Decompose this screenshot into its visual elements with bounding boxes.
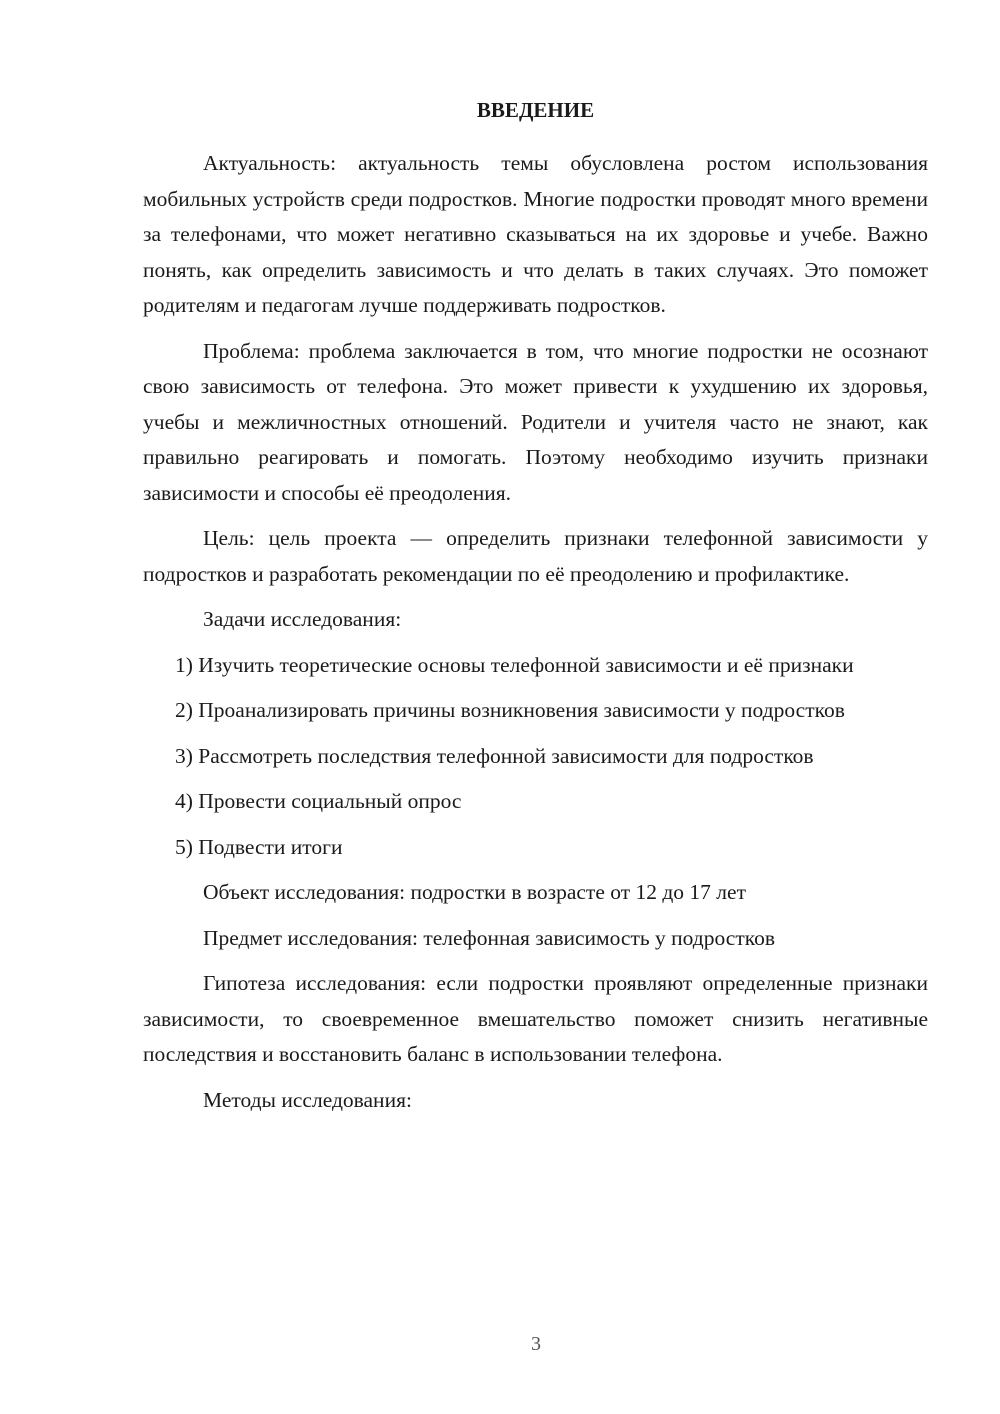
research-object: Объект исследования: подростки в возрасте от 12 до 17 лет — [203, 880, 746, 904]
paragraph-relevance: Актуальность: актуальность темы обусловлена ростом использования мобильных устройств среди подростков. Многие подростки проводят много времени за телефонами, что может негативно сказываться на их здоровье и учебе. Важно понять, как определить зависимость и что делать в таких случаях. Это поможет родителям и педагогам лучше поддерживать подростков. — [143, 151, 928, 317]
tasks-heading: Задачи исследования: — [203, 607, 402, 631]
research-subject: Предмет исследования: телефонная зависимость у подростков — [203, 925, 775, 950]
list-item-task-2: 2) Проанализировать причины возникновения зависимости у подростков — [175, 698, 845, 722]
list-item-task-5: 5) Подвести итоги — [175, 834, 343, 859]
research-hypothesis: Гипотеза исследования: если подростки проявляют определенные признаки зависимости, то своевременное вмешательство поможет снизить негативные последствия и восстановить баланс в использовании телефона. — [143, 971, 928, 1066]
methods-heading: Методы исследования: — [203, 1087, 412, 1112]
section-title: ВВЕДЕНИЕ — [476, 98, 595, 122]
document-page — [143, 96, 928, 1128]
paragraph-goal: Цель: цель проекта — определить признаки телефонной зависимости у подростков и разработать рекомендации по её преодолению и профилактике. — [143, 526, 928, 586]
list-item-task-4: 4) Провести социальный опрос — [175, 789, 462, 813]
paragraph-problem: Проблема: проблема заключается в том, что многие подростки не осознают свою зависимость от телефона. Это может привести к ухудшению их здоровья, учебы и межличностных отношений. Родители и учителя часто не знают, как правильно реагировать и помогать. Поэтому необходимо изучить признаки зависимости и способы её преодоления. — [143, 338, 928, 505]
list-item-task-1: 1) Изучить теоретические основы телефонной зависимости и её признаки — [175, 652, 854, 677]
list-item-task-3: 3) Рассмотреть последствия телефонной зависимости для подростков — [175, 743, 814, 768]
page-number: 3 — [531, 1333, 541, 1355]
